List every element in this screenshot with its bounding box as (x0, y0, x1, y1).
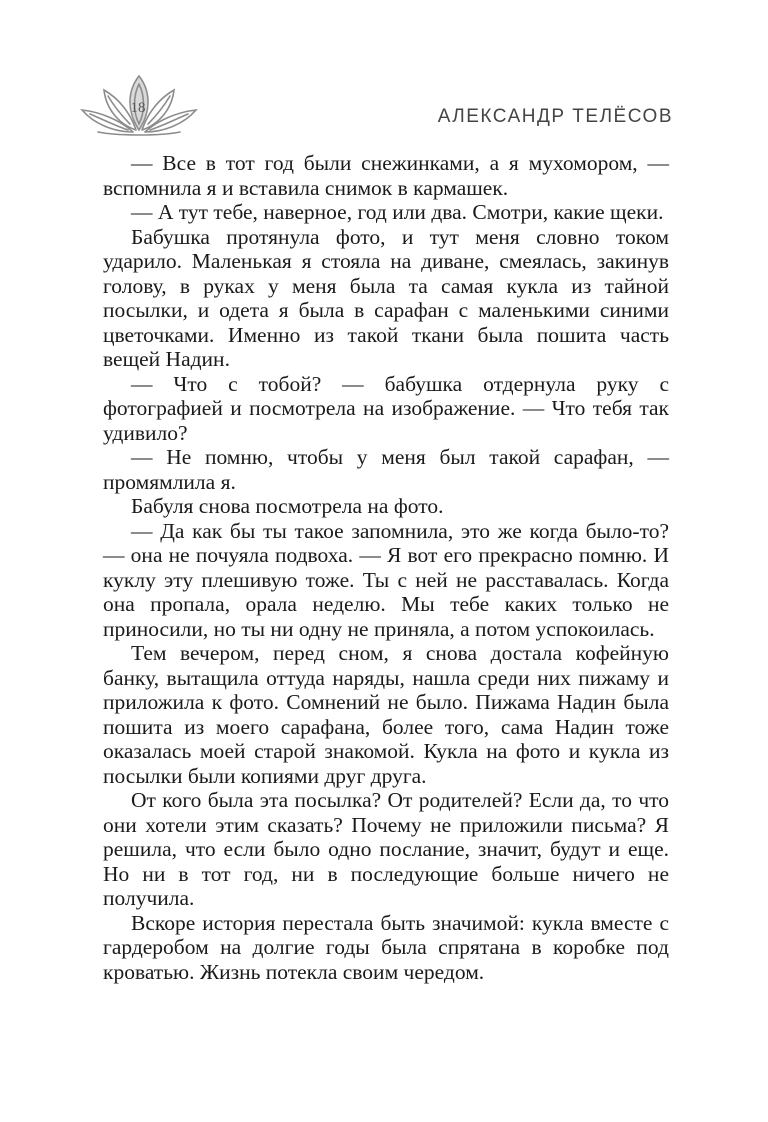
paragraph: Бабуля снова посмотрела на фото. (131, 494, 444, 518)
paragraph: — Да как бы ты такое запомнила, это же когда было-то? — она не почуяла подвоха. — Я вот его прекрасно помню. И куклу эту плешивую тоже. Ты с ней не расставалась. Когда она пропала, орала неделю. Мы тебе каких только не приносили, но ты ни одну не приняла, а потом успокоилась. (103, 518, 669, 641)
paragraph: — Все в тот год были снежинками, а я мухомором, — вспомнила я и вставила снимок в кармашек. (103, 151, 669, 200)
paragraph: — Не помню, чтобы у меня был такой сарафан, — промямлила я. (103, 445, 669, 494)
body-text (103, 151, 669, 984)
page-header (0, 0, 768, 150)
paragraph: — Что с тобой? — бабушка отдернула руку с фотографией и посмотрела на изображение. — Что тебя так удивило? (103, 371, 669, 445)
paragraph: Тем вечером, перед сном, я снова достала кофейную банку, вытащила оттуда наряды, нашла среди них пижаму и приложила к фото. Сомнений не было. Пижама Надин была пошита из моего сарафана, более того, сама Надин тоже оказалась моей старой знакомой. Кукла на фото и кукла из посылки были копиями друг друга. (103, 641, 669, 788)
page-number: 18 (130, 100, 146, 116)
paragraph: От кого была эта посылка? От родителей? Если да, то что они хотели этим сказать? Почему не приложили письма? Я решила, что если было одно послание, значит, будут и еще. Но ни в тот год, ни в последующие больше ничего не получила. (103, 788, 669, 910)
paragraph: — А тут тебе, наверное, год или два. Смотри, какие щеки. (131, 200, 664, 224)
paragraph: Бабушка протянула фото, и тут меня словно током ударило. Маленькая я стояла на диване, смеялась, закинув голову, в руках у меня была та самая кукла из тайной посылки, и одета я была в сарафан с маленькими синими цветочками. Именно из такой ткани была пошита часть вещей Надин. (103, 224, 669, 371)
paragraph: Вскоре история перестала быть значимой: кукла вместе с гардеробом на долгие годы была спрятана в коробке под кроватью. Жизнь потекла своим чередом. (103, 910, 669, 984)
running-header-author: АЛЕКСАНДР ТЕЛЁСОВ (437, 106, 673, 127)
